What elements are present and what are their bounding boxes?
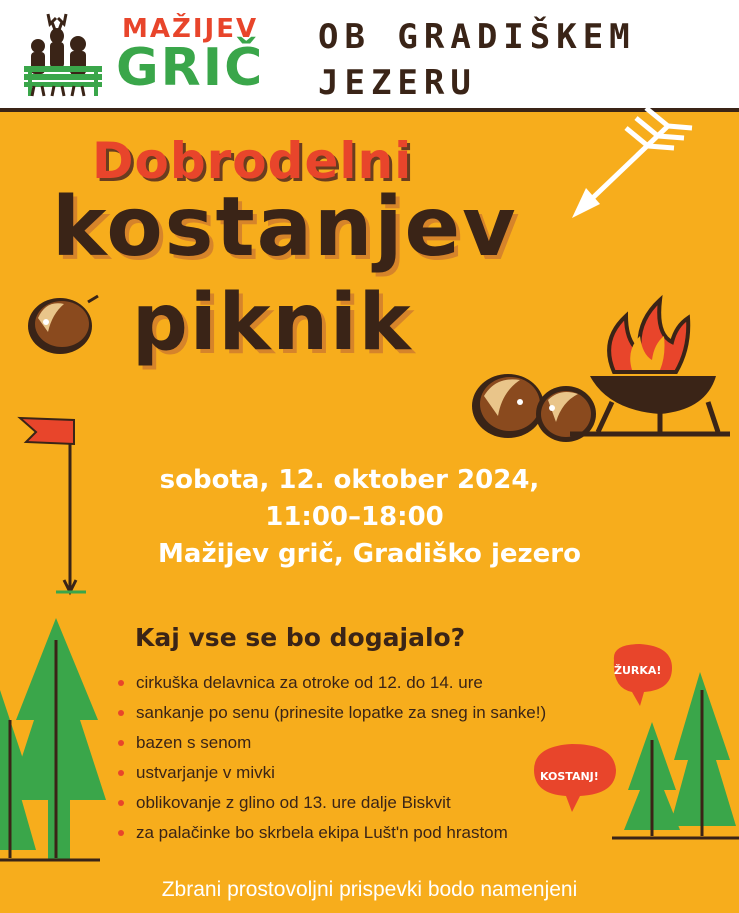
event-info	[0, 462, 739, 573]
arrow-icon	[572, 108, 692, 218]
bubble-party-text: ŽURKA!	[614, 664, 662, 677]
title-line-2: kostanjev	[52, 180, 518, 275]
bubble-chestnut-text: KOSTANJ!	[540, 770, 599, 783]
logo-bottom-text: GRIČ	[116, 38, 265, 98]
list-item: za palačinke bo skrbela ekipa Lušt'n pod hrastom	[118, 818, 546, 848]
list-item: oblikovanje z glino od 13. ure dalje Biskvit	[118, 788, 546, 818]
footer-text: Zbrani prostovoljni prispevki bodo namenjeni	[161, 878, 578, 901]
speech-bubble-chestnut	[534, 744, 616, 812]
logo-top-text: MAŽIJEV	[122, 14, 259, 44]
right-trees-icon	[612, 672, 739, 838]
location-line-2: JEZERU	[318, 63, 477, 103]
event-time: 11:00–18:00	[265, 502, 444, 532]
title-line-3: piknik	[132, 278, 413, 368]
event-date: sobota, 12. oktober 2024,	[159, 465, 540, 495]
list-item: cirkuška delavnica za otroke od 12. do 14. ure	[118, 668, 546, 698]
program-list	[118, 668, 546, 848]
list-item: bazen s senom	[118, 728, 546, 758]
title-line-1: Dobrodelni	[92, 132, 413, 190]
list-item: sankanje po senu (prinesite lopatke za sneg in sanke!)	[118, 698, 546, 728]
event-place: Mažijev grič, Gradiško jezero	[158, 539, 581, 569]
left-trees-icon	[0, 618, 106, 860]
location-line-1: OB GRADIŠKEM	[318, 17, 636, 57]
chestnut-icon	[28, 296, 98, 354]
speech-bubble-party	[614, 644, 672, 706]
list-item: ustvarjanje v mivki	[118, 758, 546, 788]
program-heading: Kaj vse se bo dogajalo?	[135, 623, 466, 652]
